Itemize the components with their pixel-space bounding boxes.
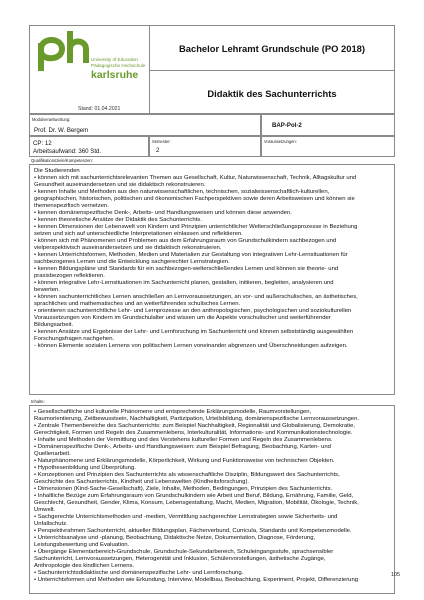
text-line: • Konzeptionen und Prinzipien des Sachunterrichts als wissenschaftliche Disziplin, Bildungswert des Sachunterrichts,	[34, 472, 340, 479]
module-code-cell	[261, 114, 395, 136]
text-line: Voraussetzungen von Kindern im Grundschulalter und wissen um die Aspekte vorschulischer und weiterführender	[34, 315, 331, 322]
text-line: • Gesellschaftliche und kulturelle Phänomene und entsprechende Erklärungsmodelle, Raumvorstellungen,	[34, 409, 312, 415]
text-line: sachbezogenes Lernen und die Entwicklung sachgerechter Lernstrategien.	[34, 259, 230, 266]
text-line: • Unterrichtsanalyse und -planung, Beobachtung, Didaktische Netze, Dokumentation, Diagnose, Förderung,	[34, 535, 316, 542]
logo-line-german: Pädagogische Hochschule	[91, 63, 146, 68]
text-line: • kennen Bildungspläne und Standards für ein sachbezogen-welterschließendes Lernen und können sie theorie- und	[34, 266, 339, 273]
text-line: • kennen domänenspezifische Denk-, Arbeits- und Handlungsweisen und können diese anwenden.	[34, 210, 292, 217]
semester-value: 2	[156, 147, 160, 154]
text-line: praxisbezogen reflektieren.	[34, 273, 105, 280]
text-line: • Unterrichtsformen und Methoden wie Erkundung, Interview, Modellbau, Beobachtung, Experiment, Projekt, Differenzierung	[34, 577, 359, 584]
text-line: Forschungsfragen nachgehen.	[34, 336, 115, 343]
text-line: vielperspektivisch auseinandersetzen und sie didaktisch rekonstruieren.	[34, 245, 222, 252]
text-line: • Dimensionen (Kind-Sache-Gesellschaft), Ziele, Inhalte, Methoden, Bedingungen, Prinzipien des Sachunterrichts.	[34, 486, 333, 493]
text-line: • Inhaltliche Bezüge zum Erfahrungsraum von Grundschulkindern wie Arbeit und Beruf, Bildung, Ernährung, Familie, Geld,	[34, 493, 354, 500]
text-line: • können sachunterrichtliches Lernen anschließen an Lernvoraussetzungen, an vor- und außerschulisches, an ästhetisches,	[34, 294, 358, 301]
competences-label: Qualifikationsziele/Kompetenzen:	[31, 157, 93, 163]
prerequisites-label: Voraussetzungen:	[264, 138, 297, 144]
text-line: • kennen Unterrichtsformen, Methoden, Medien und Materialien zur Gestaltung von integrativen Lehr-Lernsituationen für	[34, 252, 348, 259]
logo-line-english: University of Education	[91, 57, 138, 62]
text-line: Gerechtigkeit, Formen und Regeln des Zusammenlebens, Interkulturalität, Informations- und Kommunikationstechnologie.	[34, 430, 353, 437]
text-line: • können sich mit sachunterrichtsrelevanten Themen aus Gesellschaft, Kultur, Naturwissenschaft, Technik, Alltagskultur und	[34, 175, 357, 182]
text-line: Die Studierenden	[34, 168, 80, 174]
text-line: - können Elemente sozialen Lernens von politischem Lernen voneinander abgrenzen und Überschneidungen aufzeigen.	[34, 343, 348, 350]
credit-points: CP: 12	[33, 139, 52, 147]
text-line: • kennen theoretische Ansätze der Didaktik des Sachunterrichts.	[34, 217, 202, 224]
text-line: • kennen Ansätze und Ergebnisse der Lehr- und Lernforschung im Sachunterricht und können selbstständig ausgewählten	[34, 329, 354, 336]
text-line: • Sachunterrichtsdidaktische und domänenspezifische Lehr- und Lernforschung.	[34, 570, 244, 577]
logo-wordmark: karlsruhe	[91, 69, 139, 81]
text-line: themenspezifisch vernetzen.	[34, 203, 109, 210]
text-line: Anthropologie des kindlichen Lernens.	[34, 563, 135, 570]
text-line: • Inhalte und Methoden der Vermittlung und des Verstehens kultureller Formen und Regeln des Zusammenlebens.	[34, 437, 333, 444]
contents-box	[29, 405, 395, 594]
module-title: Didaktik des Sachunterrichts	[207, 88, 337, 99]
workload: Arbeitsaufwand: 360 Std.	[33, 148, 102, 155]
responsible-value: Prof. Dr. W. Bergem	[34, 127, 89, 134]
text-line: • Perspektivrahmen Sachunterricht, aktueller Bildungsplan, Fächerverbund, Curricula, Standards und Kompetenzmodelle.	[34, 528, 352, 535]
text-line: • Übergänge Elementarbereich-Grundschule, Grundschule-Sekundarbereich, Schuleingangsstufe, sprachsensibler	[34, 549, 334, 556]
competences-box	[29, 164, 395, 395]
text-line: • Naturphänomene und Erklärungsmodelle, Körperlichkeit, Wirkung und Funktionsweise von technischen Objekten.	[34, 458, 335, 465]
semester-cell	[149, 136, 261, 157]
text-line: • Hypothesenbildung und Überprüfung.	[34, 465, 136, 472]
text-line: Bildungsarbeit.	[34, 322, 74, 329]
text-line: • Domänenspezifische Denk-, Arbeits- und Handlungsweisen: zum Beispiel Befragung, Beobachtung, Karten- und	[34, 444, 331, 451]
text-line: • Sachgerechte Unterrichtsmethoden und -medien, Vermittlung sachgerechter Lernstrategien sowie Sicherheits- und	[34, 514, 338, 521]
text-line: Leistungsbewertung und Evaluation.	[34, 542, 130, 549]
text-line: • kennen Inhalte und Methoden aus den naturwissenschaftlichen, technischen, sozialwissenschaftlich-kulturellen,	[34, 189, 330, 196]
text-line: Sachunterricht, Lernvoraussetzungen, Heterogenität und Inklusion, Schülervorstellungen, ästhetische Zugänge,	[34, 556, 326, 563]
title-divider	[150, 70, 394, 71]
text-line: Gesundheit auseinandersetzen und sie didaktisch rekonstruieren.	[34, 182, 206, 189]
text-line: setzen und sich auf unterschiedliche Interpretationen einlassen und reflektieren.	[34, 231, 243, 238]
university-logo-icon	[38, 29, 90, 73]
text-line: Geschlecht, Gesundheit, Gender, Klima, Konsum, Lebensgestaltung, Macht, Medien, Migration, Mobilität, Ökologie, Technik,	[34, 500, 359, 507]
contents-label: Inhalte:	[31, 398, 45, 404]
text-line: • können integrative Lehr-Lernsituationen im Sachunterricht planen, gestalten, initiieren, begleiten, analysieren und	[34, 280, 334, 287]
text-line: geographischen, historischen, politischen und ökonomischen Fachperspektiven sowie deren Arbeitsweisen und können sie	[34, 196, 355, 203]
responsible-cell	[29, 114, 261, 136]
text-line: • können sich mit Phänomenen und Problemen aus dem Erfahrungsraum von Grundschulkindern sachbezogen und	[34, 238, 337, 245]
stand-date: Stand: 01.04.2021	[78, 106, 121, 112]
text-line: • Zentrale Themenbereiche des Sachunterrichts: zum Beispiel Nachhaltigkeit, Regionalität und Globalisierung, Demokratie,	[34, 423, 356, 430]
text-line: Unfallschutz.	[34, 521, 68, 528]
title-cell	[149, 25, 395, 114]
logo-cell	[29, 25, 149, 114]
semester-label: Semester:	[152, 138, 171, 144]
page-number: 105	[391, 572, 400, 578]
text-line: bewerten.	[34, 287, 60, 294]
program-title: Bachelor Lehramt Grundschule (PO 2018)	[179, 43, 365, 54]
contents-section	[29, 398, 395, 594]
competences-section	[29, 157, 395, 395]
module-code: BAP-Pol-2	[272, 122, 302, 129]
text-line: Quellenarbeit.	[34, 451, 71, 458]
credits-cell	[29, 136, 149, 157]
text-line: sprachliches und mathematisches und an weiterführendes schulisches Lernen.	[34, 301, 241, 308]
text-line: Umwelt.	[34, 507, 56, 514]
responsible-label: Modulverantwortung:	[32, 116, 71, 122]
text-line: Geschichte des Sachunterrichts, Kindheit und Lebenswelten (Kindheitsforschung).	[34, 479, 250, 486]
text-line: • orientieren sachunterrichtliche Lehr- und Lernprozesse an den anthropologischen, psychologischen und soziokulturellen	[34, 308, 352, 315]
text-line: • kennen Dimensionen der Lebenswelt von Kindern und Prinzipien unterrichtlicher Welterschließungsprozesse in Beziehung	[34, 224, 358, 231]
prerequisites-cell	[261, 136, 395, 157]
text-line: Raumorientierung, Zeitbewusstsein, Nachhaltigkeit, Partizipation, Urteilsbildung, domänenspezifische Lernvoraussetzungen.	[34, 416, 360, 423]
